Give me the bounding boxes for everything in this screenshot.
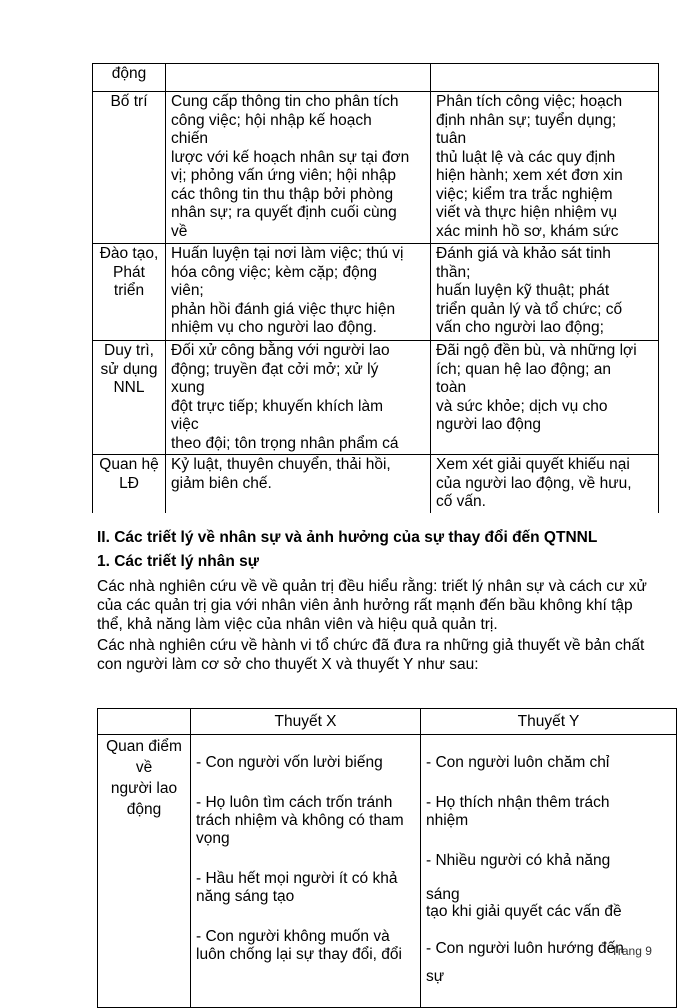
table-cell: Đãi ngộ đền bù, và những lợi ích; quan hệ lao động; an toàn và sức khỏe; dịch vụ cho người lao động bbox=[431, 341, 659, 455]
table-cell bbox=[166, 64, 431, 92]
theory-x-y-table bbox=[97, 708, 677, 1008]
hr-functions-table bbox=[92, 63, 659, 513]
table-cell: Cung cấp thông tin cho phân tích công việc; hội nhập kế hoạch chiến lược với kế hoạch nhân sự tại đơn vị; phỏng vấn ứng viên; hội nhập các thông tin thu thập bởi phòng nhân sự; ra quyết định cuối cùng về bbox=[166, 92, 431, 244]
row-label: động bbox=[93, 64, 166, 92]
table-cell: Phân tích công việc; hoạch định nhân sự; tuyển dụng; tuân thủ luật lệ và các quy định hiện hành; xem xét đơn xin việc; kiểm tra trắc nghiệm viết và thực hiện nhiệm vụ xác minh hồ sơ, khám sức bbox=[431, 92, 659, 244]
paragraph: Các nhà nghiên cứu về về quản trị đều hiểu rằng: triết lý nhân sự và cách cư xử của các quản trị gia với nhân viên ảnh hưởng rất mạnh đến bầu không khí tập thể, khả năng làm việc của nhân viên và hiệu quả quản trị. bbox=[97, 578, 647, 633]
table-cell: Đối xử công bằng với người lao động; truyền đạt cởi mở; xử lý xung đột trực tiếp; khuyến khích làm việc theo đội; tôn trọng nhân phẩm cá bbox=[166, 341, 431, 455]
table-row bbox=[93, 455, 659, 514]
table-cell: Xem xét giải quyết khiếu nại của người lao động, về hưu, cố vấn. bbox=[431, 455, 659, 514]
row-label: Quan điểm về người lao động bbox=[98, 735, 191, 1008]
table-header-row bbox=[98, 709, 677, 735]
theory-y-cell bbox=[421, 735, 677, 1008]
list-item: - Con người không muốn và luôn chống lại sự thay đổi, đổi bbox=[196, 928, 402, 963]
table-row bbox=[93, 244, 659, 341]
row-label: Duy trì, sử dụng NNL bbox=[93, 341, 166, 455]
table-cell bbox=[431, 64, 659, 92]
section-heading: II. Các triết lý về nhân sự và ảnh hưởng của sự thay đổi đến QTNNL bbox=[97, 529, 598, 546]
list-item: - Họ luôn tìm cách trốn tránh trách nhiệm và không có tham vọng bbox=[196, 794, 404, 847]
list-item: - Hầu hết mọi người ít có khả năng sáng tạo bbox=[196, 870, 398, 905]
table-row bbox=[93, 64, 659, 92]
table-cell: Kỷ luật, thuyên chuyển, thải hồi, giảm biên chế. bbox=[166, 455, 431, 514]
row-label: Bố trí bbox=[93, 92, 166, 244]
header-theory-x: Thuyết X bbox=[191, 709, 421, 735]
list-item: - Con người vốn lười biếng bbox=[196, 754, 383, 771]
list-item: - Nhiều người có khả năng sáng tạo khi giải quyết các vấn đề bbox=[426, 852, 622, 920]
row-label: Quan hệ LĐ bbox=[93, 455, 166, 514]
list-item: - Con người luôn chăm chỉ bbox=[426, 754, 610, 771]
theory-x-cell bbox=[191, 735, 421, 1008]
table-row bbox=[93, 92, 659, 244]
header-theory-y: Thuyết Y bbox=[421, 709, 677, 735]
list-item: - Con người luôn hướng đến sự bbox=[426, 940, 624, 985]
table-row bbox=[98, 735, 677, 1008]
list-item: - Họ thích nhận thêm trách nhiệm bbox=[426, 794, 610, 829]
page-number: Trang 9 bbox=[611, 944, 652, 958]
row-label: Đào tạo, Phát triển bbox=[93, 244, 166, 341]
sub-heading: 1. Các triết lý nhân sự bbox=[97, 553, 259, 570]
paragraph: Các nhà nghiên cứu về hành vi tổ chức đã đưa ra những giả thuyết về bản chất con người làm cơ sở cho thuyết X và thuyết Y như sau: bbox=[97, 637, 645, 673]
table-cell: Đánh giá và khảo sát tinh thần; huấn luyện kỹ thuật; phát triển quản lý và tổ chức; cố vấn cho người lao động; bbox=[431, 244, 659, 341]
table-row bbox=[93, 341, 659, 455]
table-cell: Huấn luyện tại nơi làm việc; thú vị hóa công việc; kèm cặp; động viên; phản hồi đánh giá việc thực hiện nhiệm vụ cho người lao động. bbox=[166, 244, 431, 341]
